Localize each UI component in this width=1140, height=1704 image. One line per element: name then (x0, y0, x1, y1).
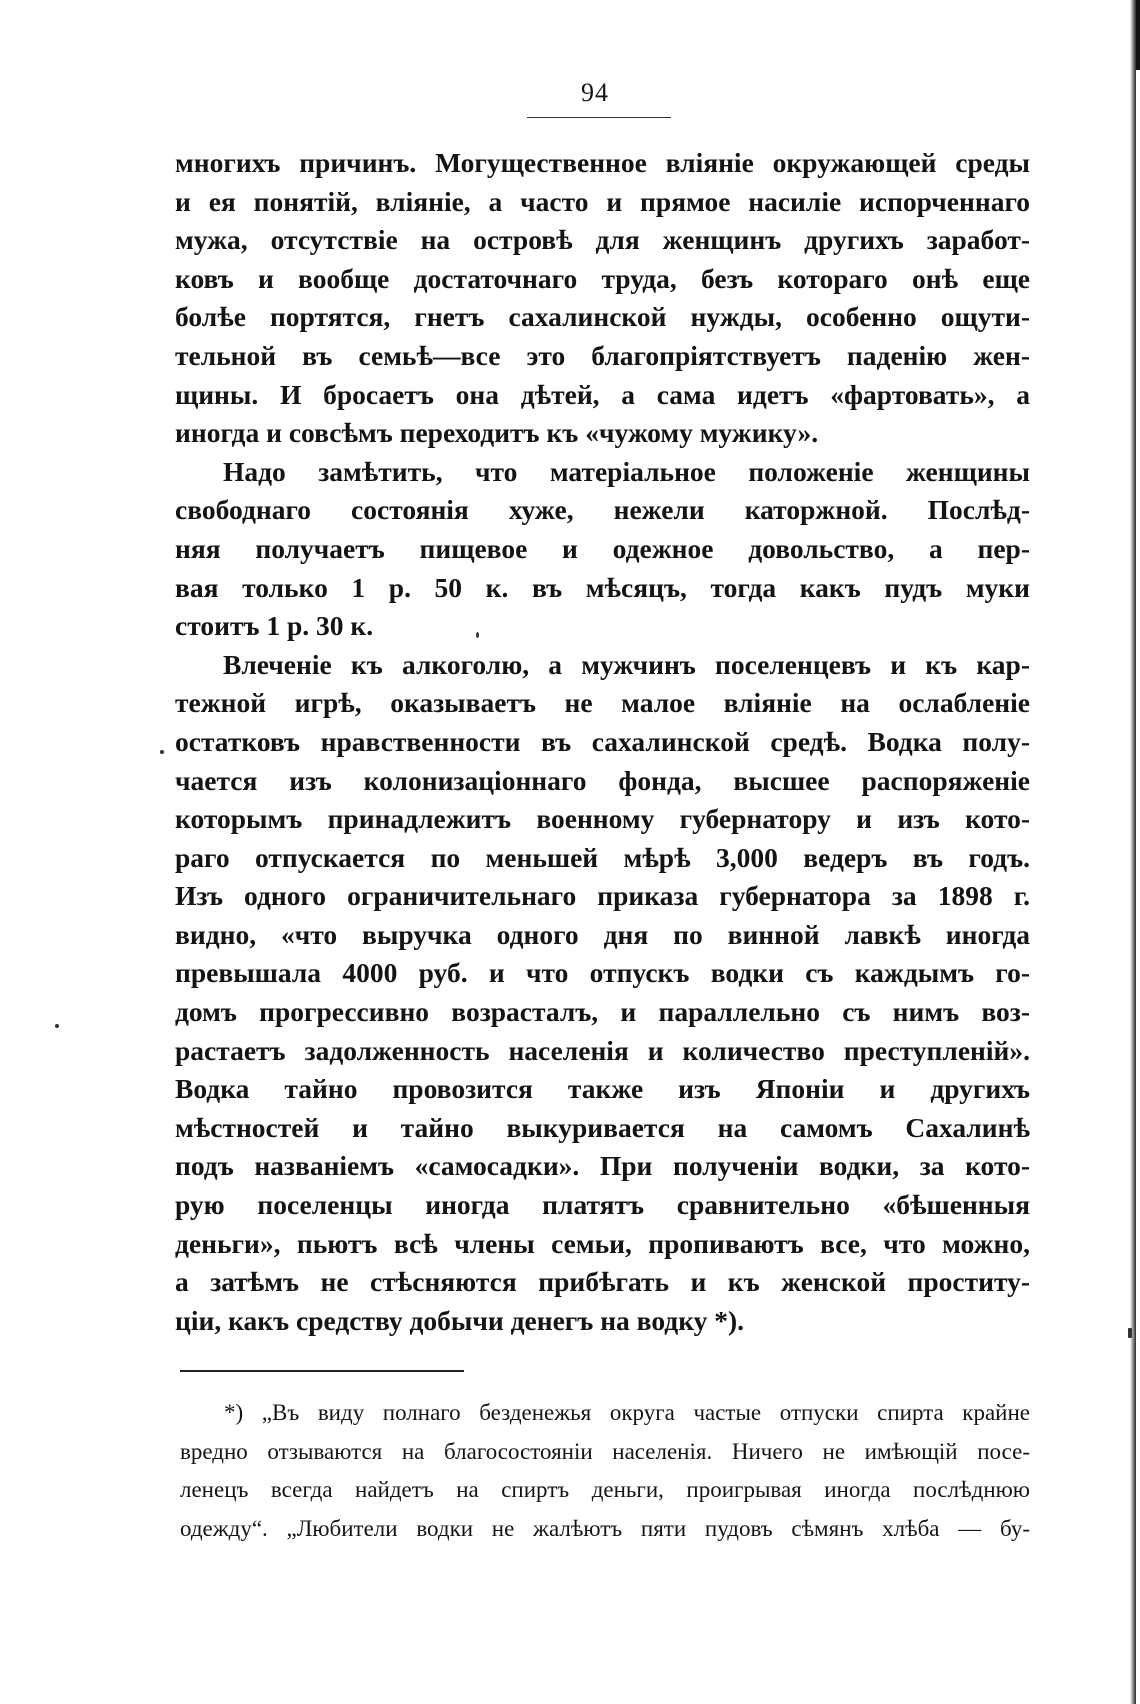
text-line: ковъ и вообще достаточнаго труда, безъ котораго онѣ еще (175, 262, 1030, 294)
text-line: деньги», пьютъ всѣ члены семьи, пропиваютъ все, что можно, (175, 1227, 1030, 1259)
page-number-rule (527, 117, 671, 118)
paragraph-1 (175, 144, 1030, 453)
text-line: Надо замѣтить, что матеріальное положеніе женщины (223, 455, 1030, 487)
text-line: ціи, какъ средству добычи денегъ на водку *). (175, 1304, 745, 1336)
text-line: свободнаго состоянія хуже, нежели каторжной. Послѣд- (175, 494, 1030, 526)
text-line: превышала 4000 руб. и что отпускъ водки съ каждымъ го- (175, 957, 1030, 989)
print-speck (1128, 1328, 1132, 1338)
text-line: тежной игрѣ, оказываетъ не малое вліяніе на ослабленіе (175, 687, 1030, 719)
text-line: щины. И бросаетъ она дѣтей, а сама идетъ «фартовать», а (175, 378, 1030, 410)
text-line: вая только 1 р. 50 к. въ мѣсяцъ, тогда какъ пудъ муки (175, 571, 1030, 603)
page-binding-edge (1130, 0, 1136, 1704)
text-line: стоитъ 1 р. 30 к. (175, 610, 374, 642)
print-speck (476, 632, 479, 638)
text-line: Изъ одного ограничительнаго приказа губернатора за 1898 г. (175, 880, 1030, 912)
text-line: мѣстностей и тайно выкуривается на самомъ Сахалинѣ (175, 1111, 1030, 1143)
page-binding-edge-top (1136, 0, 1140, 70)
text-line: няя получаетъ пищевое и одежное довольство, а пер- (175, 532, 1030, 564)
page-number: 94 (581, 78, 609, 107)
paragraph-3 (175, 646, 1030, 1341)
print-speck (55, 1024, 59, 1028)
text-line: Влеченіе къ алкоголю, а мужчинъ поселенцевъ и къ кар- (223, 648, 1030, 680)
footnote-line: вредно отзываются на благосостояніи населенія. Ничего не имѣющій посе- (180, 1438, 1030, 1464)
text-line: чается изъ колонизаціоннаго фонда, высшее распоряженіе (175, 764, 1030, 796)
text-line: раго отпускается по меньшей мѣрѣ 3,000 ведеръ въ годъ. (175, 841, 1030, 873)
text-line: растаетъ задолженность населенія и количество преступленій». (175, 1034, 1030, 1066)
footnote (180, 1394, 1030, 1548)
footnote-line: *) „Въ виду полнаго безденежья округа частые отпуски спирта крайне (224, 1400, 1030, 1425)
main-text (175, 144, 1030, 1340)
text-line: подъ названіемъ «самосадки». При полученіи водки, за кото- (175, 1150, 1030, 1182)
text-line: многихъ причинъ. Могущественное вліяніе окружающей среды (175, 147, 1030, 178)
text-line: иногда и совсѣмъ переходитъ къ «чужому мужику». (175, 417, 819, 449)
text-line: видно, «что выручка одного дня по винной лавкѣ иногда (175, 918, 1030, 950)
text-line: тельной въ семьѣ—все это благопріятствуетъ паденію жен- (175, 339, 1030, 371)
text-line: которымъ принадлежитъ военному губернатору и изъ кото- (175, 803, 1030, 835)
text-line: и ея понятій, вліяніе, а часто и прямое насиліе испорченнаго (175, 185, 1030, 217)
text-line: болѣе портятся, гнетъ сахалинской нужды, особенно ощути- (175, 301, 1030, 333)
print-speck (160, 750, 164, 754)
text-line: мужа, отсутствіе на островѣ для женщинъ другихъ заработ- (175, 224, 1030, 256)
footnote-line: ленецъ всегда найдетъ на спиртъ деньги, проигрывая иногда послѣднюю (180, 1477, 1030, 1502)
text-line: остатковъ нравственности въ сахалинской средѣ. Водка полу- (175, 725, 1030, 757)
text-line: Водка тайно провозится также изъ Японіи и другихъ (175, 1073, 1030, 1105)
text-line: а затѣмъ не стѣсняются прибѣгать и къ женской проститу- (175, 1266, 1030, 1298)
text-line: рую поселенцы иногда платятъ сравнительно «бѣшенныя (175, 1189, 1030, 1221)
footnote-line: одежду“. „Любители водки не жалѣютъ пяти пудовъ сѣмянъ хлѣба — бу- (180, 1515, 1030, 1541)
text-line: домъ прогрессивно возрасталъ, и параллельно съ нимъ воз- (175, 996, 1030, 1028)
paragraph-2 (175, 453, 1030, 646)
footnote-separator (180, 1370, 464, 1372)
